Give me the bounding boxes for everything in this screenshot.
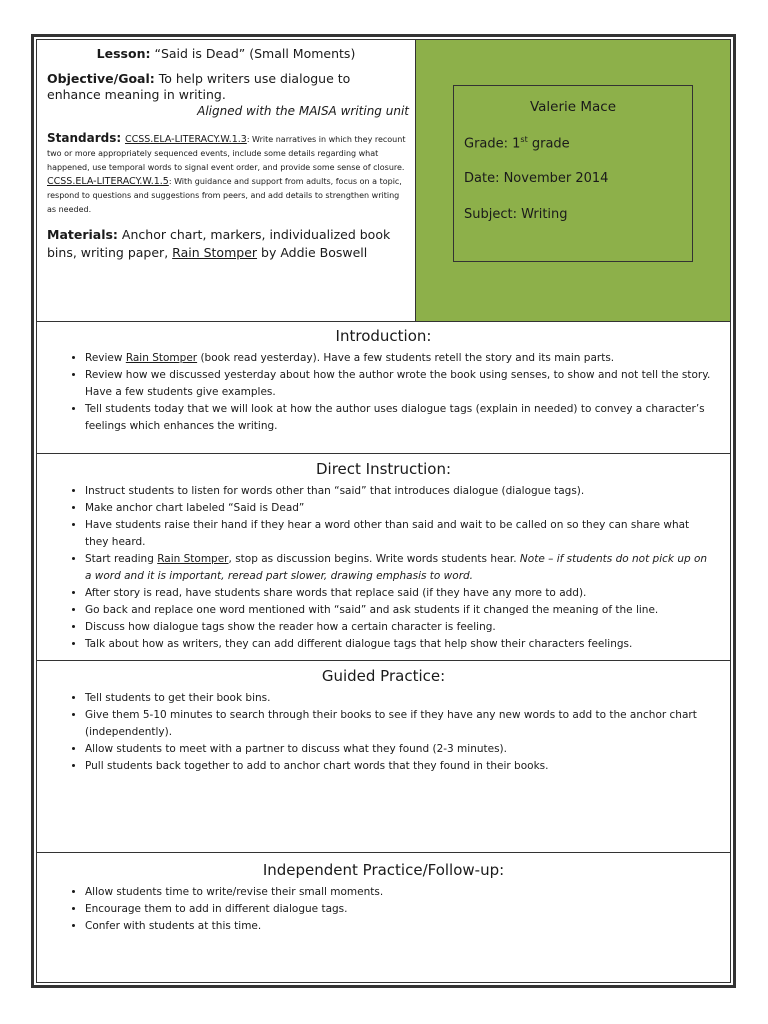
list-item: • Pull students back together to add to anchor chart words that they found in their books. [85, 758, 714, 775]
materials [47, 226, 407, 262]
standards-label: Standards: [47, 131, 122, 145]
grade-suffix: grade [527, 136, 570, 152]
page-inner-border [36, 39, 731, 983]
guided-practice-section [37, 661, 730, 853]
list-item: • Allow students to meet with a partner to discuss what they found (2-3 minutes). [85, 741, 714, 758]
list-item: • Discuss how dialogue tags show the reader how a certain character is feeling. [85, 619, 714, 636]
item-text: Start reading [85, 553, 158, 565]
guided-practice-list [37, 690, 714, 775]
list-item: • Encourage them to add in different dialogue tags. [85, 901, 714, 918]
book-title: Rain Stomper [157, 553, 229, 565]
aligned-note: Aligned with the MAISA writing unit [197, 104, 409, 118]
materials-text: Anchor chart, markers, individualized book bins, writing paper, [47, 227, 391, 260]
direct-instruction-section [37, 454, 730, 661]
objective-label: Objective/Goal: [47, 71, 155, 86]
lesson-plan-page [31, 34, 736, 988]
book-title: Rain Stomper [125, 352, 198, 364]
list-item: • Give them 5-10 minutes to search through their books to see if they have any new words to add to the anchor chart (independently). [85, 707, 714, 741]
lesson-title: “Said is Dead” (Small Moments) [154, 46, 356, 61]
list-item: • Go back and replace one word mentioned with “said” and ask students if it changed the meaning of the line. [85, 602, 714, 619]
objective [47, 71, 407, 103]
standard-2-text: : With guidance and support from adults, focus on a topic, respond to questions and suggestions from peers, and add details to strengthen writing as needed. [47, 177, 402, 214]
date-line: Date: November 2014 [464, 171, 609, 187]
item-text: Review [85, 352, 126, 364]
introduction-title: Introduction: [335, 327, 432, 345]
list-item [85, 350, 714, 367]
item-text: , stop as discussion begins. Write words students hear. [228, 553, 520, 565]
materials-label: Materials: [47, 227, 118, 242]
list-item: • After story is read, have students share words that replace said (if they have any more to add). [85, 585, 714, 602]
list-item: • Tell students today that we will look at how the author uses dialogue tags (explain in needed) to convey a character’s feelings which enhances the writing. [85, 401, 714, 435]
materials-author: by Addie Boswell [261, 245, 368, 260]
standard-1-text: : Write narratives in which they recount two or more appropriately sequenced events, include some details regarding what happened, use temporal words to signal event order, and provide some sense of closure. [47, 135, 406, 172]
grade-label: Grade: 1 [464, 136, 521, 152]
note-text: Note – if students do not pick up on a word and it is important, reread part slower, drawing emphasis to word. [85, 553, 708, 582]
item-text: (book read yesterday). Have a few students retell the story and its main parts. [197, 352, 615, 364]
independent-practice-title: Independent Practice/Follow-up: [262, 861, 505, 879]
independent-practice-section [37, 853, 730, 983]
teacher-name: Valerie Mace [529, 99, 617, 115]
list-item: • Make anchor chart labeled “Said is Dead” [85, 500, 714, 517]
list-item: • Review how we discussed yesterday about how the author wrote the book using senses, to show and not tell the story. Have a few students give examples. [85, 367, 714, 401]
header-section [37, 40, 730, 322]
direct-instruction-list [37, 483, 714, 653]
guided-practice-title: Guided Practice: [321, 667, 446, 685]
standards [47, 132, 407, 216]
list-item: • Have students raise their hand if they hear a word other than said and wait to be called on so they can share what they heard. [85, 517, 714, 551]
introduction-section [37, 321, 730, 454]
list-item: • Tell students to get their book bins. [85, 690, 714, 707]
lesson-info [37, 40, 415, 321]
grade-sup: st [520, 135, 528, 144]
independent-practice-list [37, 884, 714, 935]
teacher-info-box [453, 85, 693, 262]
objective-text: To help writers use dialogue to enhance meaning in writing. [47, 71, 351, 102]
teacher-panel [415, 40, 730, 321]
lesson-line [37, 46, 415, 61]
list-item: • Confer with students at this time. [85, 918, 714, 935]
grade-line [464, 135, 692, 151]
materials-book: Rain Stomper [172, 245, 258, 260]
lesson-label: Lesson: [96, 46, 151, 61]
standard-1-code: CCSS.ELA-LITERACY.W.1.3 [124, 134, 247, 145]
list-item: • Instruct students to listen for words other than “said” that introduces dialogue (dialogue tags). [85, 483, 714, 500]
standard-2-code: CCSS.ELA-LITERACY.W.1.5 [47, 176, 169, 187]
introduction-list [37, 350, 714, 435]
direct-instruction-title: Direct Instruction: [315, 460, 451, 478]
subject-line: Subject: Writing [464, 207, 568, 223]
list-item [85, 551, 714, 585]
list-item: • Talk about how as writers, they can add different dialogue tags that help show their characters feelings. [85, 636, 714, 653]
list-item: • Allow students time to write/revise their small moments. [85, 884, 714, 901]
